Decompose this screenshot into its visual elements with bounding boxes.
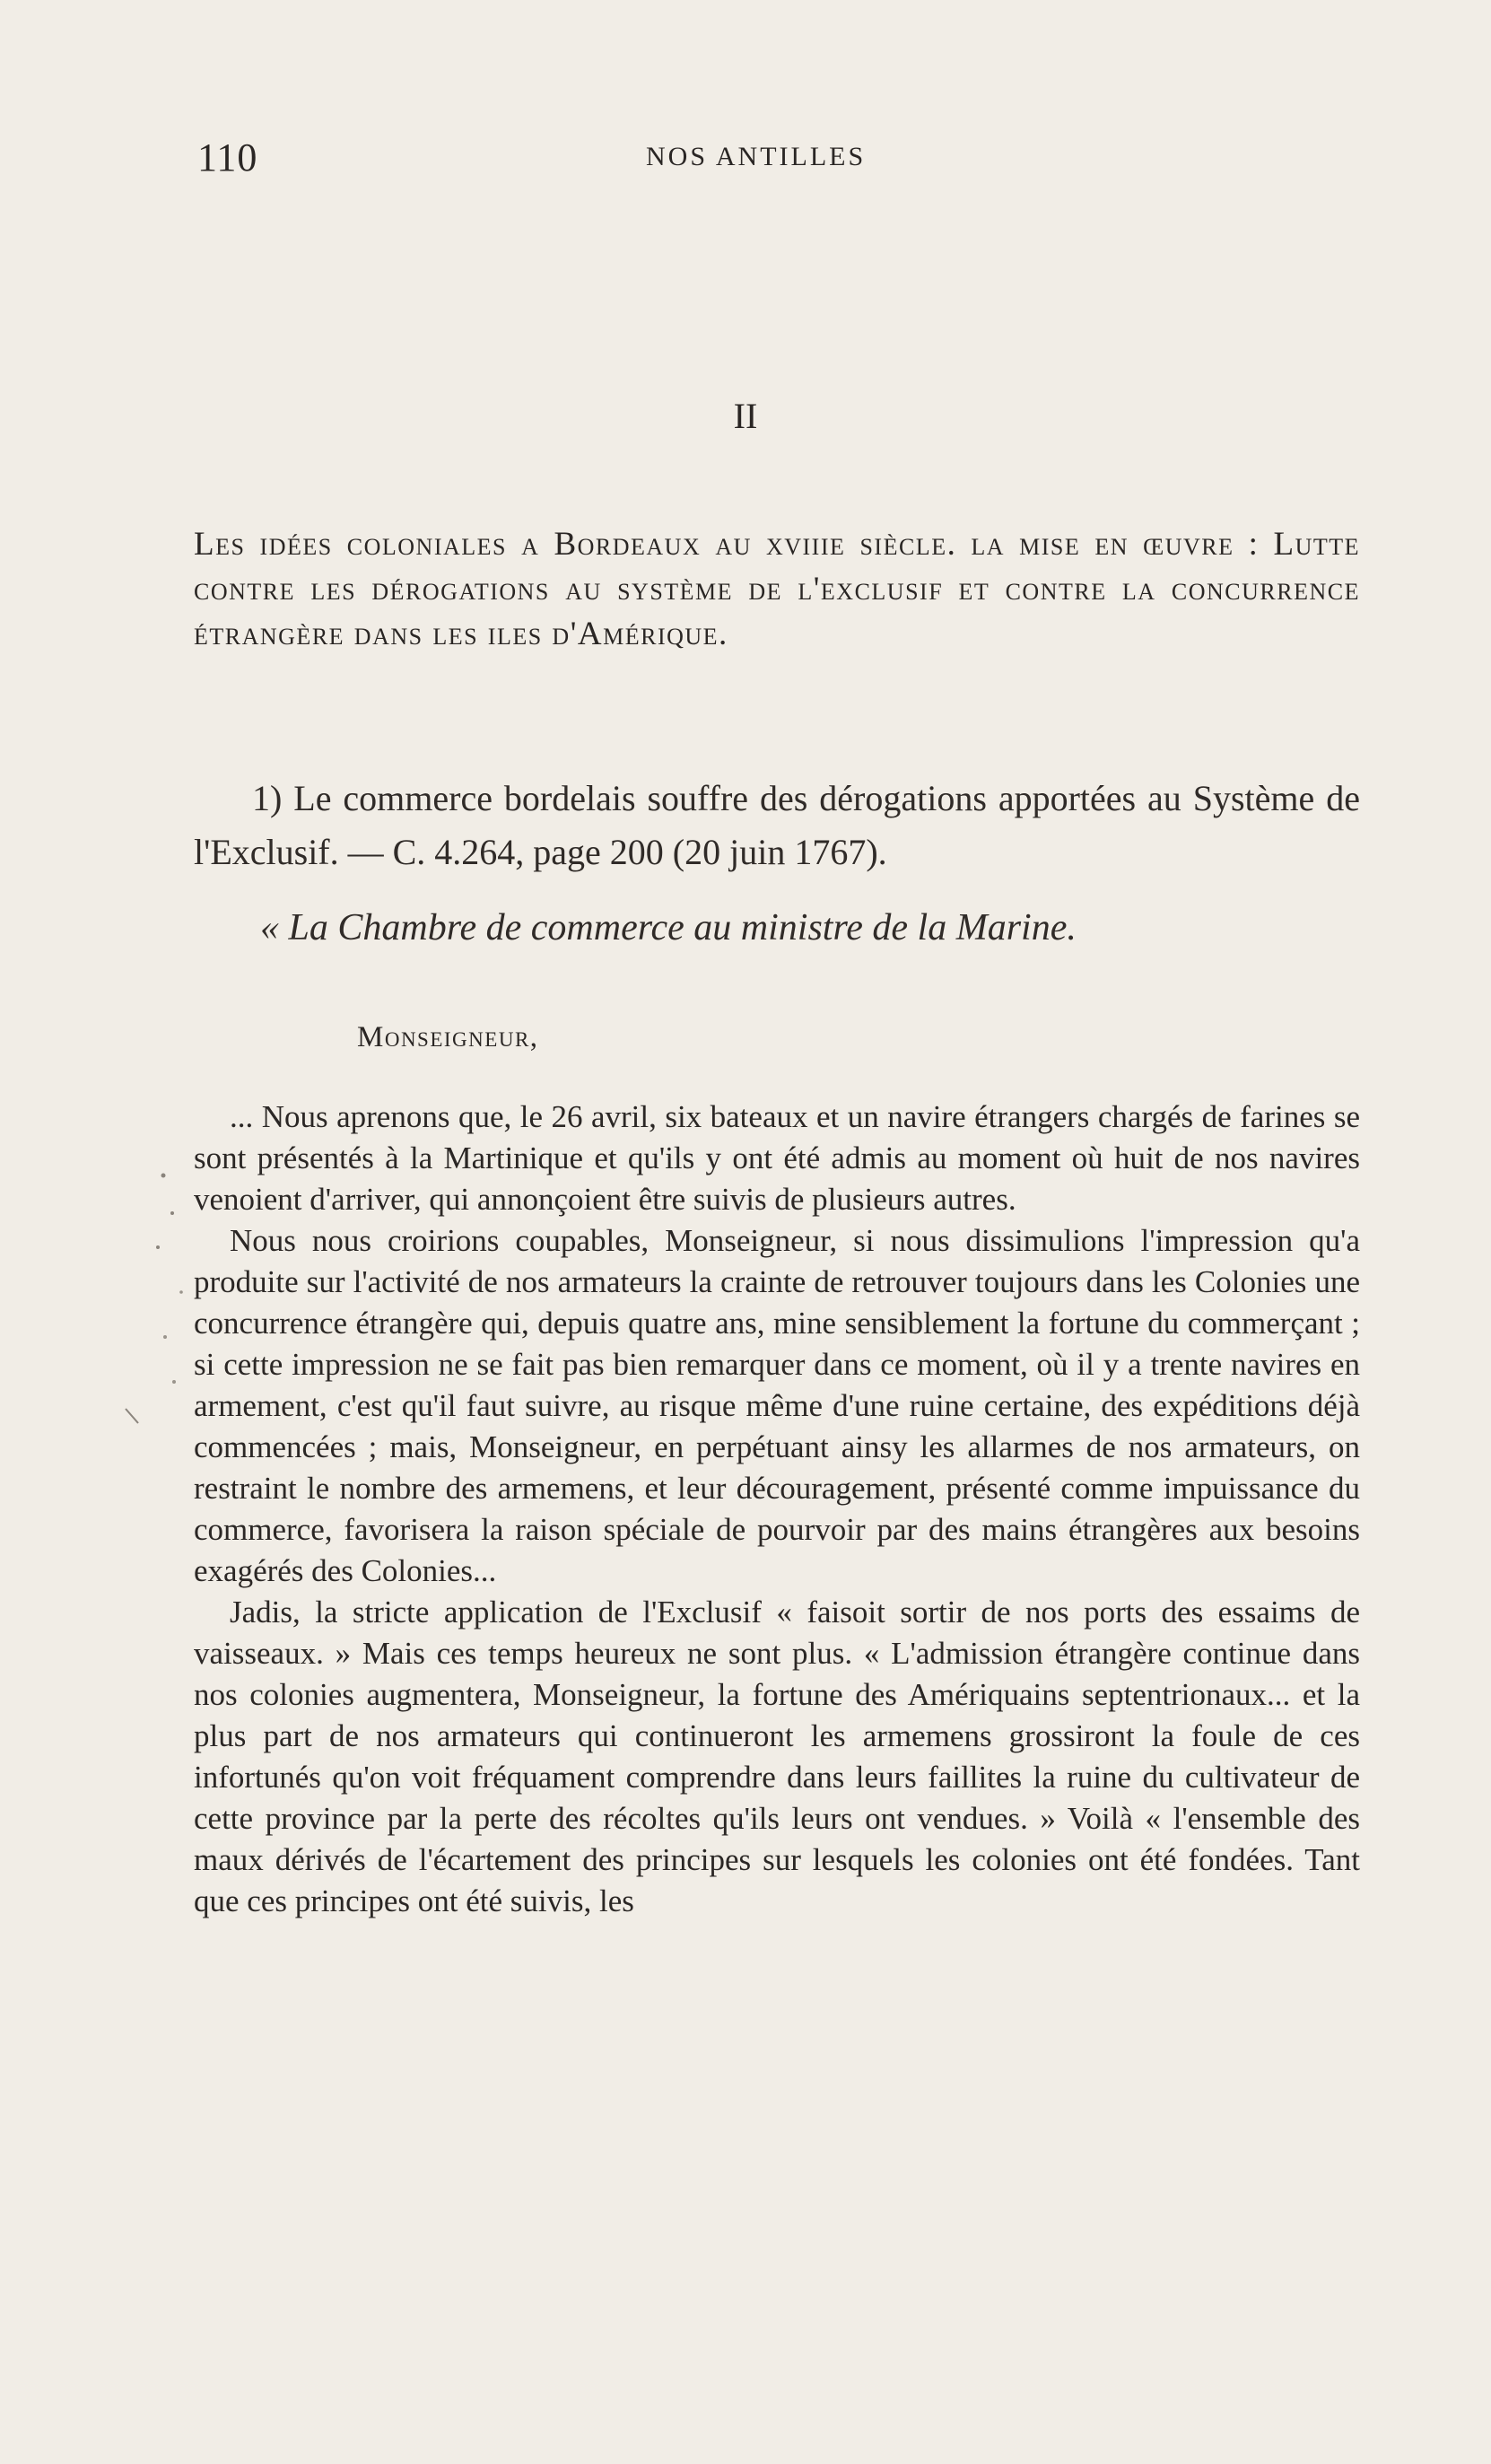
body-paragraph-2: Nous nous croirions coupables, Monseigneur, si nous dissimulions l'impression qu'a produite sur l'activité de nos armateurs la crainte de retrouver toujours dans les Colonies une concurrence étrangère qui, depuis quatre ans, mine sensiblement la fortune du commerçant ; si cette impression ne se fait pas bien remarquer dans ce moment, où il y a trente navires en armement, c'est qu'il faut suivre, au risque même d'une ruine certaine, des expéditions déjà commencées ; mais, Monseigneur, en perpétuant ainsy les allarmes de nos armateurs, on restraint le nombre des armemens, et leur découragement, présenté comme impuissance du commerce, favorisera la raison spéciale de pourvoir par des mains étrangères aux besoins exagérés des Colonies...	[194, 1223, 1360, 1588]
body-paragraph-1: ... Nous aprenons que, le 26 avril, six bateaux et un navire étrangers chargés de farines se sont présentés à la Martinique et qu'ils y ont été admis au moment où huit de nos navires venoient d'arriver, qui annonçoient être suivis de plusieurs autres.	[194, 1099, 1360, 1217]
margin-pencil-marks	[108, 1113, 197, 1454]
letter-body	[194, 1097, 1360, 1922]
running-title: NOS ANTILLES	[646, 142, 867, 171]
letter-salutation: Monseigneur,	[357, 1021, 539, 1053]
page-number: 110	[197, 135, 258, 179]
subsection-heading	[194, 772, 1360, 879]
subsection-heading-text: 1) Le commerce bordelais souffre des dérogations apportées au Système de l'Exclusif. — C. 4.264, page 200 (20 juin 1767).	[194, 778, 1360, 872]
section-number: II	[733, 396, 758, 436]
running-head	[197, 135, 1364, 188]
chapter-heading: Les idées coloniales a Bordeaux au xviiie siècle. la mise en œuvre : Lutte contre les dérogations au système de l'exclusif et contre la concurrence étrangère dans les iles d'Amérique.	[194, 526, 1360, 652]
body-paragraph-3: Jadis, la stricte application de l'Exclusif « faisoit sortir de nos ports des essaims de vaisseaux. » Mais ces temps heureux ne sont plus. « L'admission étrangère continue dans nos colonies augmentera, Monseigneur, la fortune des Amériquains septentrionaux... et la plus part de nos armateurs qui continueront les armemens grossiront la foule de ces infortunés qu'on voit fréquament comprendre dans leurs faillites la ruine du cultivateur de cette province par la perte des récoltes qu'ils leurs ont vendues. » Voilà « l'ensemble des maux dérivés de l'écartement des principes sur lesquels les colonies ont été fondées. Tant que ces principes ont été suivis, les	[194, 1595, 1360, 1918]
letter-title: « La Chambre de commerce au ministre de la Marine.	[260, 907, 1077, 948]
